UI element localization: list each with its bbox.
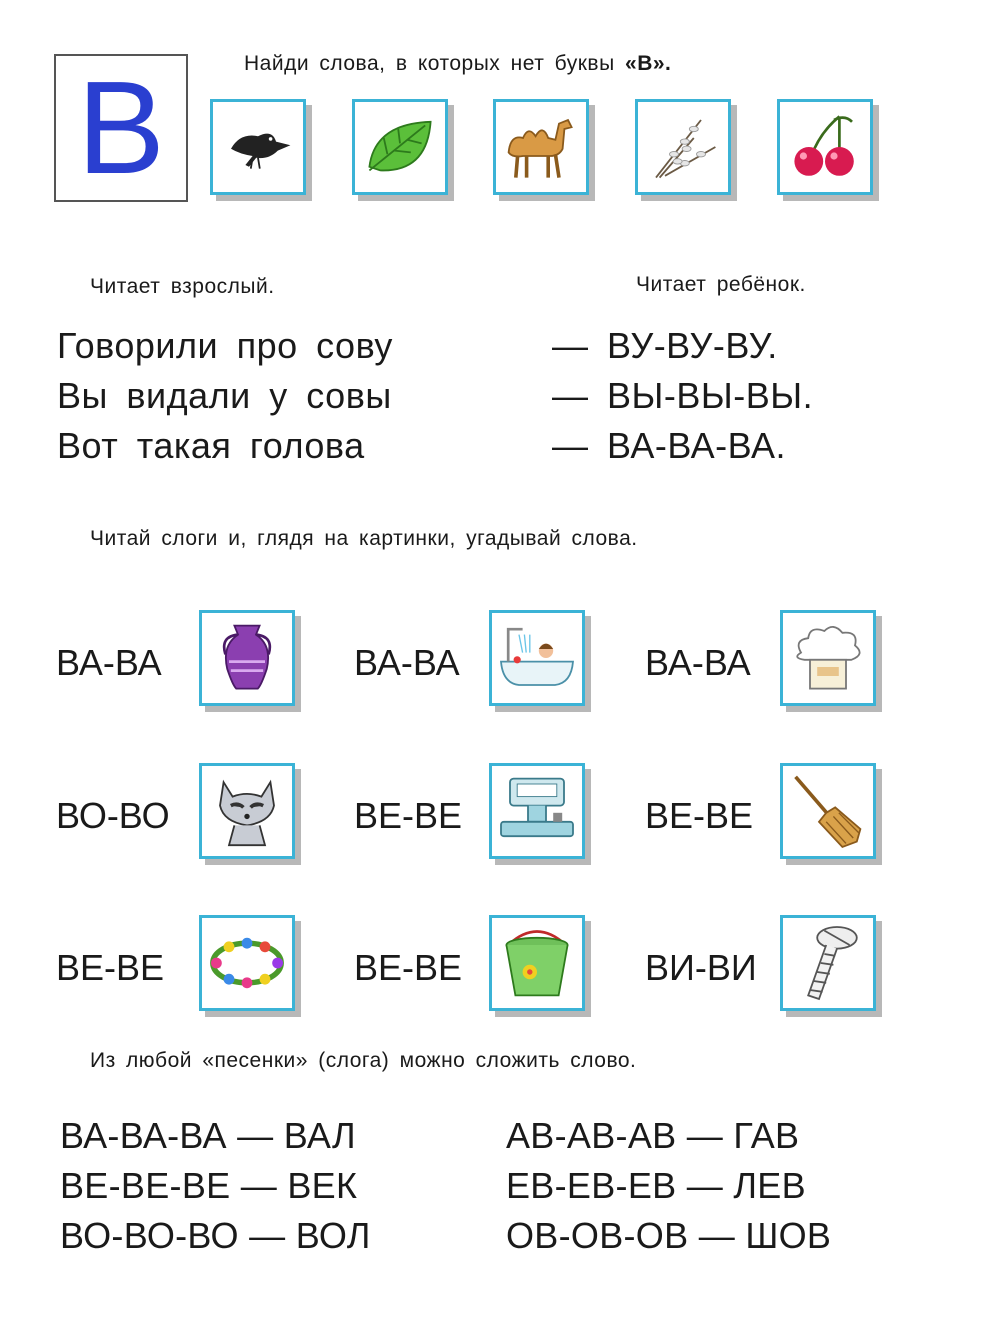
task1-text: Найди слова, в которых нет буквы [244, 52, 626, 75]
task1-instruction [244, 52, 671, 76]
camel-icon [493, 99, 589, 195]
syllable-label: ВИ-ВИ [645, 947, 757, 988]
broom-icon [780, 763, 876, 859]
wolf-icon [199, 763, 295, 859]
poem-child-line: — ВУ-ВУ-ВУ. [552, 325, 778, 366]
syllable-label: ВЕ-ВЕ [354, 947, 463, 988]
task1-quote-close: ». [652, 52, 672, 75]
willow-icon [635, 99, 731, 195]
scales-icon [489, 763, 585, 859]
syllable-label: ВА-ВА [645, 642, 751, 683]
poem-child-line: — ВЫ-ВЫ-ВЫ. [552, 375, 814, 416]
syllable-word-line: ЕВ-ЕВ-ЕВ — ЛЕВ [506, 1165, 806, 1206]
syllable-label: ВЕ-ВЕ [645, 795, 754, 836]
syllable-label: ВО-ВО [56, 795, 170, 836]
screw-icon [780, 915, 876, 1011]
task1-quote-open: « [625, 52, 638, 75]
bath-icon [489, 610, 585, 706]
cherry-icon [777, 99, 873, 195]
syllable-word-line: ВО-ВО-ВО — ВОЛ [60, 1215, 371, 1256]
wreath-icon [199, 915, 295, 1011]
bucket-icon [489, 915, 585, 1011]
syllable-word-line: ВЕ-ВЕ-ВЕ — ВЕК [60, 1165, 358, 1206]
poem-adult-line: Говорили про сову [57, 325, 393, 366]
big-letter: В [76, 54, 166, 201]
crow-icon [210, 99, 306, 195]
syllable-word-line: ОВ-ОВ-ОВ — ШОВ [506, 1215, 832, 1256]
syllable-word-line: ВА-ВА-ВА — ВАЛ [60, 1115, 356, 1156]
poem-adult-line: Вы видали у совы [57, 375, 392, 416]
leaf-icon [352, 99, 448, 195]
poem-adult-line: Вот такая голова [57, 425, 365, 466]
big-letter-box [54, 54, 188, 202]
cotton-wool-icon [780, 610, 876, 706]
vase-icon [199, 610, 295, 706]
syllable-label: ВА-ВА [56, 642, 162, 683]
task2-instruction: Читай слоги и, глядя на картинки, угадывай слова. [90, 527, 638, 550]
task3-instruction: Из любой «песенки» (слога) можно сложить слово. [90, 1049, 637, 1072]
syllable-label: ВА-ВА [354, 642, 460, 683]
syllable-word-line: АВ-АВ-АВ — ГАВ [506, 1115, 800, 1156]
poem-child-line: — ВА-ВА-ВА. [552, 425, 786, 466]
syllable-label: ВЕ-ВЕ [56, 947, 165, 988]
syllable-label: ВЕ-ВЕ [354, 795, 463, 836]
adult-label: Читает взрослый. [90, 275, 275, 298]
child-label: Читает ребёнок. [636, 273, 806, 296]
task1-letter: В [637, 52, 653, 75]
